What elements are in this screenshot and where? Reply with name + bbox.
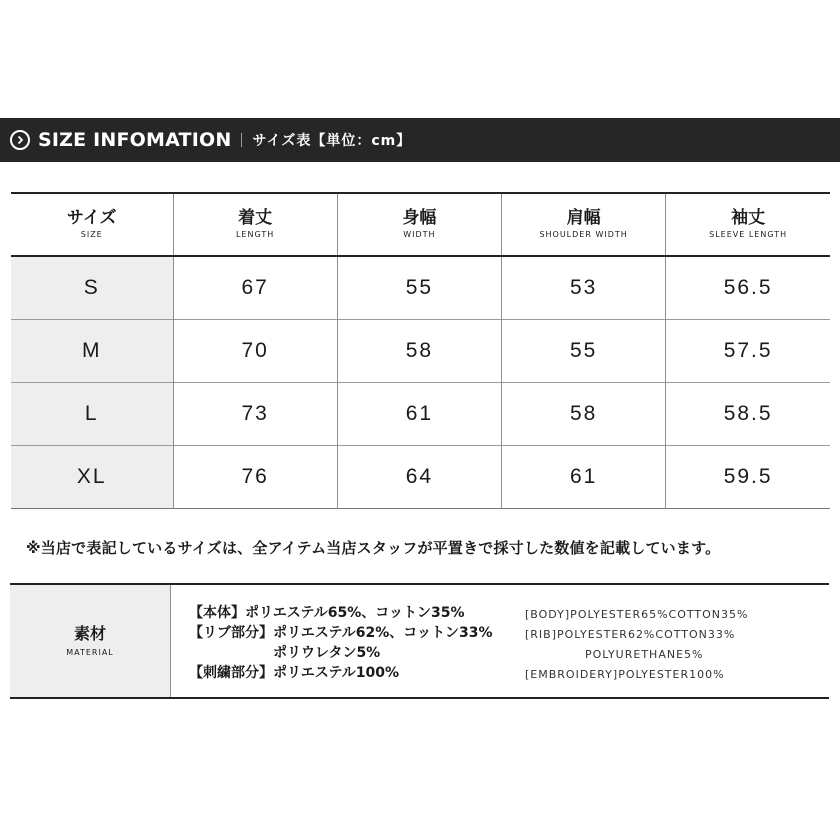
sleeve-length-cell [666, 319, 830, 382]
size-label: XL [76, 464, 107, 488]
material-list-ja [189, 603, 492, 683]
width-cell [337, 319, 501, 382]
sleeve-length-cell [666, 382, 830, 445]
size-label: M [82, 338, 102, 362]
material-details [171, 585, 829, 697]
shoulder-width-value: 55 [569, 338, 598, 362]
material-line: ポリウレタン5% [273, 645, 381, 661]
material-label [10, 585, 171, 697]
column-header-en: SIZE [80, 230, 103, 239]
width-value: 58 [405, 338, 434, 362]
column-header-width [337, 193, 501, 256]
column-header-size [11, 193, 173, 256]
shoulder-width-cell [502, 319, 666, 382]
column-header-ja: 身幅 [402, 208, 437, 228]
material-label-en: MATERIAL [66, 647, 114, 657]
column-header-ja: 着丈 [238, 208, 273, 228]
width-value: 64 [405, 464, 434, 488]
column-header-ja: サイズ [66, 208, 117, 228]
material-label-ja: 素材 [73, 623, 106, 643]
width-cell [337, 382, 501, 445]
sleeve-length-cell [666, 445, 830, 508]
length-value: 70 [241, 338, 269, 362]
width-cell [337, 256, 501, 319]
shoulder-width-value: 61 [569, 464, 598, 488]
header-divider [241, 133, 242, 147]
shoulder-width-cell [502, 445, 666, 508]
size-cell [11, 319, 173, 382]
length-cell [173, 382, 337, 445]
material-line: POLYURETHANE5% [585, 648, 704, 661]
column-header-en: LENGTH [235, 230, 275, 239]
shoulder-width-value: 58 [569, 401, 598, 425]
width-cell [337, 445, 501, 508]
column-header-sleeve-length [666, 193, 830, 256]
chevron-right-circle-icon [10, 130, 30, 150]
material-line: [EMBROIDERY]POLYESTER100% [525, 668, 725, 681]
table-header-row [11, 193, 830, 256]
sleeve-length-value: 58.5 [723, 401, 773, 425]
table-row [11, 319, 830, 382]
length-value: 73 [241, 401, 269, 425]
sleeve-length-cell [666, 256, 830, 319]
width-value: 55 [405, 275, 434, 299]
material-line: [RIB]POLYESTER62%COTTON33% [525, 628, 736, 641]
material-list-en [525, 605, 748, 685]
column-header-length [173, 193, 337, 256]
section-title: SIZE INFOMATION [38, 129, 232, 151]
length-cell [173, 319, 337, 382]
shoulder-width-cell [502, 382, 666, 445]
length-value: 76 [241, 464, 269, 488]
length-cell [173, 256, 337, 319]
shoulder-width-value: 53 [569, 275, 598, 299]
table-row [11, 256, 830, 319]
column-header-ja: 肩幅 [566, 208, 601, 228]
size-cell [11, 382, 173, 445]
material-line: 【刺繍部分】ポリエステル100% [189, 665, 399, 681]
sleeve-length-value: 56.5 [723, 275, 773, 299]
width-value: 61 [405, 401, 434, 425]
length-value: 67 [241, 275, 269, 299]
material-line: [BODY]POLYESTER65%COTTON35% [525, 608, 749, 621]
material-line: 【本体】ポリエステル65%、コットン35% [189, 605, 465, 621]
size-cell [11, 256, 173, 319]
table-row [11, 382, 830, 445]
column-header-en: WIDTH [403, 230, 436, 239]
shoulder-width-cell [502, 256, 666, 319]
size-table [11, 192, 830, 509]
column-header-en: SHOULDER WIDTH [539, 230, 628, 239]
size-label: L [84, 401, 99, 425]
length-cell [173, 445, 337, 508]
column-header-en: SLEEVE LENGTH [709, 230, 788, 239]
size-cell [11, 445, 173, 508]
column-header-shoulder-width [502, 193, 666, 256]
material-line: 【リブ部分】ポリエステル62%、コットン33% [189, 625, 493, 641]
measurement-note: ※当店で表記しているサイズは、全アイテム当店スタッフが平置きで採寸した数値を記載しています。 [26, 539, 721, 557]
section-header [0, 118, 840, 162]
material-section [10, 583, 829, 699]
sleeve-length-value: 59.5 [723, 464, 773, 488]
table-row [11, 445, 830, 508]
section-subtitle: サイズ表【単位：cm】 [252, 133, 412, 149]
sleeve-length-value: 57.5 [723, 338, 773, 362]
size-label: S [83, 275, 100, 299]
column-header-ja: 袖丈 [731, 208, 766, 228]
